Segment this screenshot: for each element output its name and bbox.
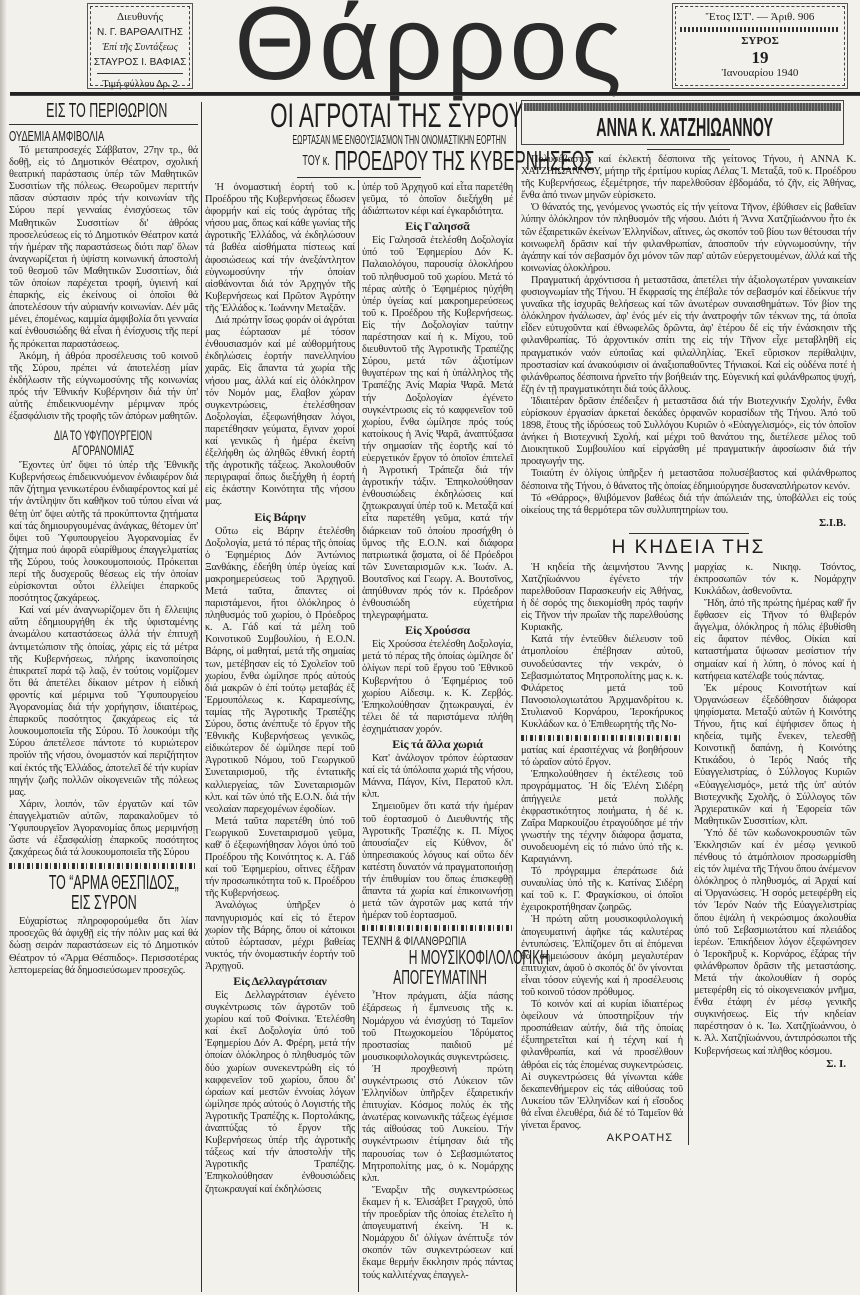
paragraph: Κατ' ἀνάλογον τρόπον ἑώρτασαν καί εἰς τά ὑπόλοιπα χωριά τῆς νήσου, Μάννα, Πάγον, Κίνι, Περατοῦ κλπ. κλπ. xyxy=(362,753,513,801)
paragraph: Ἡ προχθεσινή πρώτη συγκέντρωσις στό Λύκειον τῶν Ἑλληνίδων ὑπῆρξεν ἐξαιρετικήν ἐπιτυχίαν. Κόσμος πολύς ἐκ τῆς ἀνωτέρας κοινωνικῆς τάξεως ἐγέμισε τάς αἰθούσας τοῦ Λυκείου. Τήν συγκέντρωσιν ἐτίμησαν διά τῆς παρουσίας των ὁ Σεβασμιώτατος Μητροπολίτης μας, ὁ κ. Νομάρχης κλπ. xyxy=(362,1063,513,1184)
title-banner xyxy=(521,100,844,145)
paragraph: Μετά ταῦτα παρετέθη ὑπό τοῦ Γεωργικοῦ Συνεταιρισμοῦ γεῦμα, καθ' ὅ ἐξεφωνήθησαν λόγοι ὑπό τοῦ Προέδρου τῆς Κοινότητος κ. Α. Γάδ καί τοῦ Ἐφημερίου, οἵτινες ἐξῆραν τήν προσωπικότητα τοῦ κ. Προέδρου τῆς Κυβερνήσεως. xyxy=(205,815,355,900)
editor-box xyxy=(90,6,190,90)
paragraph: Ἐπηκολούθησεν ἡ ἐκτέλεσις τοῦ προγράμματος. Ἡ δίς Ἐλένη Σιδέρη ἀπήγγειλε μετά πολλῆς ἐκφραστικότητος ποιήματα, ἡ δέ κ. Ζαΐρα Μαρκουίζου ἐτραγούδησε μέ τήν γνωστήν της τέχνην διάφορα ᾄσματα, συνοδευομένη εἰς τό πιάνο ὑπό τῆς κ. Καραγιάννη. xyxy=(521,769,683,865)
issue-month-year: Ἰανουαρίου 1940 xyxy=(721,67,799,79)
masthead-rule xyxy=(10,92,860,96)
divider xyxy=(647,149,731,150)
subsection-title: Εἰς Γαλησσᾶ xyxy=(405,219,470,234)
issue-day: 19 xyxy=(751,48,769,67)
paragraph: Διά πρώτην ἴσως φοράν οἱ ἀγρόται μας ἑώρτασαν μέ τόσον ἐνθουσιασμόν καί μέ αὐθορμήτους ἐκδηλώσεις ἑορτήν πανελληνίου χαρᾶς. Εἰς ἅπαντα τά χωρία τῆς νήσου μας, ἀλλά καί εἰς ὁλόκληρον τόν Νομόν μας, ἔλαβον χώραν συγκεντρώσεις, ἐτελέσθησαν Δοξολογίαι, ἐξεφωνήθησαν λόγοι, παρετέθησαν γεύματα, ἔγιναν χοροί καί γενικῶς ἡ ἡμέρα ἐκείνη ἐξελήφθη ὡς ἀληθῶς ἐθνική ἑορτή τῆς ἀγροτικῆς τάξεως. Ἀκολουθοῦν περιγραφαί ὅπως διεξήχθη ἡ ἑορτή εἰς ἑκάστην Κοινότητα τῆς νήσου μας. xyxy=(205,315,355,508)
issue-box xyxy=(675,6,845,86)
main-headline-block xyxy=(205,97,595,180)
editorial-name: ΣΤΑΥΡΟΣ Ι. ΒΑΦΙΑΣ xyxy=(93,57,187,68)
article-body xyxy=(362,182,513,922)
funeral-title: Η ΚΗΔΕΙΑ ΤΗΣ xyxy=(611,536,766,558)
paragraph: Τό μεταπροσεχές Σάββατον, 27ην τρ., θά δοθῇ, εἰς τό Δημοτικόν Θέατρον, σχολική θεατρική παράστασις ὑπέρ τῶν Μαθητικῶν Συσσιτίων τῆς πόλεως. Θεωροῦμεν περιττήν πᾶσαν σύστασιν πρός τήν κοινωνίαν τῆς Σύρου περί γενναίας ἐνισχύσεως τῶν Μαθητικῶν Συσσιτίων δι' ἀθρόας προσελεύσεως εἰς τό Δημοτικόν Θέατρον κατά τήν ἡμέραν τῆς παραστάσεως διότι παρ' ὅλων ἀναγνωρίζεται ἡ ὑψίστη κοινωνική ἀποστολή τοῦ θεσμοῦ τῶν Μαθητικῶν Συσσιτίων, διά τῶν ὁποίων παρέχεται τροφή, ὑγιεινή καί ἐπαρκής, εἰς ἐκείνους οἱ ὁποῖοι θά ἀποτελέσουν τήν αὐριανήν κοινωνίαν. Δέν μᾶς μένει, ἐπομένως, καμμία ἀμφιβολία ὅτι γενναία καί ἐνθουσιώδης θά εἶναι ἡ ἐνίσχυσις τῆς περί ἧς πρόκειται παραστάσεως. xyxy=(9,145,198,350)
place: ΣΥΡΟΣ xyxy=(741,35,779,47)
editor-label: Διευθυνής xyxy=(117,11,163,23)
middle-column-right xyxy=(362,182,549,1282)
paragraph: Τοιαύτη ἐν ὀλίγοις ὑπῆρξεν ἡ μεταστᾶσα πολυσέβαστος καί φιλάνθρωπος δέσποινα τῆς Τήνου, ὁ θάνατος τῆς ὁποίας ἐδημιούργησε δυσαναπλήρωτον κενόν. xyxy=(521,468,856,492)
article-title: ΟΥΔΕΜΙΑ ΑΜΦΙΒΟΛΙΑ xyxy=(9,128,105,145)
divider xyxy=(97,73,183,74)
funeral-columns xyxy=(521,562,856,1145)
subsection-title: Εἰς Βάρην xyxy=(254,509,306,524)
column-rule xyxy=(358,180,359,1292)
paragraph: Ἐκ μέρους Κοινοτήτων καί Ὀργανώσεων ἐξεδόθησαν διάφορα ψηφίσματα. Μεταξύ αὐτῶν ἡ Κοινότης Τήνου, ἥτις καί ἐψήφισεν ὅπως ἡ κηδεία, τιμῆς ἕνεκεν, τελεσθῇ Κοινοτικῇ δαπάνῃ, ἡ Κοινότης Κτικάδου, ὁ Ἱερός Ναός τῆς Εὐαγγελιστρίας, ὁ Σύλλογος Κυριῶν «Εὐαγγελισμός», μετά τῆς ὑπ' αὐτόν Βιοτεχνικῆς Σχολῆς, ὁ Σύλλογος τῶν Ἀρχιερατικῶν καί ἡ Ἐφορεία τῶν Μαθητικῶν Συσσιτίων, κλπ. xyxy=(694,682,856,827)
divider xyxy=(629,533,749,534)
paragraph: Τό πρόγραμμα ἐπεράτωσε διά συναυλίας ὑπό τῆς κ. Κατίνας Σιδέρη καί τοῦ κ. Γ. Φραγκίσκου, οἱ ὁποῖοι ἐχειροκροτήθησαν ζωηρῶς. xyxy=(521,866,683,914)
paragraph: Οὕτω εἰς Βάρην ἐτελέσθη Δοξολογία, μετά τό πέρας τῆς ὁποίας ὁ Ἐφημέριος Δόν Ἀντώνιος Ξανθάκης, ἐδεήθη ὑπέρ ὑγείας καί μακροημερεύσεως τοῦ Ἀρχηγοῦ. Μετά ταῦτα, ἅπαντες οἱ παριστάμενοι, ἤτοι ὁλόκληρος ὁ πληθυσμός τοῦ χωρίου, ὁ Πρόεδρος κ. Α. Γάδ καί τά μέλη τοῦ Κοινοτικοῦ Συμβουλίου, ἡ Ε.Ο.Ν. Βάρης, οἱ μαθηταί, μετά τῆς σημαίας των, μετέβησαν εἰς τό Σχολεῖον τοῦ χωρίου, ἔνθα ὡμίλησε πρός αὐτούς διά μακρῶν ὁ ἐπί τούτῳ μεταβάς ἐξ Ἑρμουπόλεως κ. Καραμεσίνης, ταμίας τῆς Ἀγροτικῆς Τραπέζης Σύρου, ὅστις ἀνέπτυξε τό ἔργον τῆς Ἐθνικῆς Κυβερνήσεως γενικῶς, εἰδικώτερον δέ ὡμίλησε περί τοῦ Ἀγροτικοῦ Νόμου, τοῦ Γεωργικοῦ Συνεταιρισμοῦ, τῆς ἐντατικῆς καλλιεργείας, τῶν Συνεταιρισμῶν κλπ. καί τῶν ὑπό τῆς Ε.Ο.Ν. διά τήν νεολαίαν παρεχομένων ἐφοδίων. xyxy=(205,525,355,815)
paragraph: Σημειοῦμεν ὅτι κατά τήν ἡμέραν τοῦ ἑορτασμοῦ ὁ Διευθυντής τῆς Ἀγροτικῆς Τραπέζης κ. Π. Μίχος ἀπουσίαζεν εἰς Κύθνον, δι' ὑπηρεσιακούς λόγους καί οὕτω δέν κατέστη δυνατόν νά πραγματοποιήσῃ τήν ἐπιθυμίαν του ὅπως ἐπισκεφθῇ ἅπαντα τά χωρία καί ἐπικοινωνήσῃ μετά τῶν ἀγροτῶν μας κατά τήν ἡμέραν τοῦ ἑορτασμοῦ. xyxy=(362,801,513,922)
article-body xyxy=(521,154,856,517)
ornament xyxy=(680,27,840,32)
ornament-divider xyxy=(521,735,683,741)
paragraph: Εἰς Δελλαγράτσιαν ἐγένετο συγκέντρωσις τῶν ἀγροτῶν τοῦ χωρίου καί τοῦ Φοίνικα. Ἐτελέσθη καί ἐκεῖ Δοξολογία ὑπό τοῦ Ἐφημερίου Δόν Α. Φρέρη, μετά τήν ὁποίαν ὁλόκληρος ὁ πληθυσμός τῶν δύο χωρίων συνεκεντρώθη εἰς τό καφφενεῖον τοῦ χωρίου, ὅπου δι' ὡραίων καί μεστῶν ἐννοίας λόγων ὡμίλησε πρός αὐτούς ὁ Λογιστής τῆς Ἀγροτικῆς Τραπέζης κ. Πορτολάκης, ἀναπτύξας τό ἔργον τῆς Κυβερνήσεως ὑπέρ τῆς ἀγροτικῆς τάξεως καί τήν ἀποστολήν τῆς Ἀγροτικῆς Τραπέζης. Ἐπηκολούθησαν ἐνθουσιώδεις ζητωκραυγαί καί ἐκδηλώσεις xyxy=(205,990,355,1195)
paragraph: Ὑπό δέ τῶν κωδωνοκρουσιῶν τῶν Ἐκκλησιῶν καί ἐν μέσῳ γενικοῦ πένθους τό ἀτμόπλοιον προσωρμίσθη εἰς τόν λιμένα τῆς Τήνου ὅπου ἀνέμενον ὁλόκληρος ὁ πληθυσμός, αἱ Ἀρχαί καί αἱ Ὀργανώσεις. Ἡ σορός μετεφέρθη εἰς τόν Ἱερόν Ναόν τῆς Εὐαγγελιστρίας ὅπου ἐψάλη ἡ νεκρώσιμος ἀκολουθία ὑπό τοῦ Σεβασμιωτάτου καί πλειάδος ἱερέων. Ἐπικήδειον λόγον ἐξεφώνησεν ὁ Ἱεροκῆρυξ κ. Κορνάρος, ἐξάρας τήν φιλάνθρωπον δρᾶσιν τῆς μεταστάσης. Μετά τήν ἀκολουθίαν ἡ σορός μετεφέρθη εἰς τό οἰκογενειακόν μνῆμα, ἔνθα ἐτάφη ἐν μέσῳ γενικῆς συγκινήσεως. Εἰς τήν κηδείαν παρέστησαν ὁ κ. Ἰω. Χατζηϊωάννου, ὁ κ. Ἀλ. Χατζηϊωάννου, ἀντιπρόσωποι τῆς Κυβερνήσεως καί πλῆθος κόσμου. xyxy=(694,827,856,1057)
article-body xyxy=(521,745,683,1132)
paragraph: Καί ναί μέν ἀναγνωρίζομεν ὅτι ἡ ἔλλειψις αὕτη ἐδημιουργήθη ἐκ τῆς ὑφισταμένης ἀνωμάλου καταστάσεως ἀλλά τήν ἐπιτυχῆ ἀντιμετώπισιν τῆς ὁποίας, χάρις εἰς τά μέτρα τῆς Κυβερνήσεως, πλήρης ἱκανοποίησις ἐπικρατεῖ παρά τῷ λαῷ, ἐν τούτοις νομίζομεν ὅτι θά ἀπετέλει δίκαιον μέτρον ἡ εἰδική φροντίς καί μέριμνα τοῦ Ὑφυπουργείου Ἀγορανομίας διά τήν χορήγησιν, ἰδιαιτέρως, ἐπαρκοῦς ποσότητος ζακχάρεως εἰς τά λουκουμοποιεῖα τῆς Σύρου. Τό λουκούμι τῆς Σύρου ἀπετέλεσε πάντοτε τό κυριώτερον προϊόν τῆς νήσου, ὀνομαστόν καί περιζήτητον καί ἐκτός τῆς Ἑλλάδος, ἀποτελεῖ δέ τήν κυρίαν πηγήν ζωῆς πολλῶν οἰκογενειῶν τῆς πόλεως μας. xyxy=(9,605,198,798)
article-title: ΔΙΑ ΤΟ ΥΦΥΠΟΥΡΓΕΙΟΝ xyxy=(54,427,153,444)
subsection-title: Εἰς Δελλαγράτσιαν xyxy=(233,974,327,988)
newspaper-title: Θάρρος xyxy=(234,0,626,102)
paragraph: Ἔχοντες ὑπ' ὄψει τό ὑπέρ τῆς Ἐθνικῆς Κυβερνήσεως ἐπιδεικνυόμενον ἐνδιαφέρον διά πᾶν ζήτημα γενικωτέρου ἐνδιαφέροντος καί μέ τήν ἀντίληψιν ὅτι καθῆκον τοῦ τύπου εἶναι νά θέτῃ ὑπ' ὄψει αὐτῆς τά προκύπτοντα ζητήματα καί τάς δημιουργουμένας ἀνάγκας, θέτομεν ὑπ' ὄψει τοῦ Ὑφυπουργείου Ἀγορανομίας ἕν ζήτημα πού ἀφορᾶ εὐαρίθμους ἐπαγγελματίας τῆς Σύρου, τούς λουκουμοποιούς. Πρόκειται περί τῆς δυσχεροῦς θέσεως εἰς τήν ὁποίαν εὑρίσκονται οὗτοι ἐλλείψει ἐπαρκοῦς ποσότητος ζακχάρεως. xyxy=(9,460,198,605)
paragraph: Ἤδη, ἀπό τῆς πρώτης ἡμέρας καθ' ἥν ἔφθασεν εἰς Τῆνον τό θλιβερόν ἄγγελμα, ὁλόκληρος ἡ πόλις ἐβυθίσθη εἰς ἄφατον πένθος. Οἰκίαι καί καταστήματα ὕψωσαν μεσίστιον τήν σημαίαν καί ἡ λύπη, ὁ πόνος καί ἡ κατήφεια κατέλαβε τούς πάντας. xyxy=(694,598,856,682)
paragraph: Κατά τήν ἐντεῦθεν διέλευσιν τοῦ ἀτμοπλοίου ἐπέβησαν αὐτοῦ, συνοδεύσαντες τήν νεκράν, ὁ Σεβασμιώτατος Μητροπολίτης μας κ. κ. Φιλάρετος μετά τοῦ Πανοσιολογιωτάτου Ἀρχιμανδρίτου κ. Στυλιανοῦ Κορνάρου, Ἱεροκήρυκος Κυκλάδων κα. ὁ Ἐπιθεωρητής τῆς Νο- xyxy=(521,634,683,731)
paragraph: Ἡ πρώτη αὕτη μουσικοφιλολογική ἀπογευματινή ἀφῆκε τάς καλυτέρας ἐντυπώσεις. Ἐλπίζομεν ὅτι αἱ ἑπόμεναι θά σημειώσουν ἀκόμη μεγαλυτέραν ἐπιτυχίαν, ἀφοῦ ὁ σκοπός δι' ὅν γίνονται εἶναι τόσον εὐγενής καί ἡ προσέλευσις τοῦ κοινοῦ τόσον πρόθυμος. xyxy=(521,914,683,998)
right-column-left xyxy=(521,562,688,1145)
paragraph: Ἔναρξιν τῆς συγκεντρώσεως ἔκαμεν ἡ κ. Ἐλισάβετ Γραγχοῦ, ὑπό τήν προεδρίαν τῆς ὁποίας ἐτελεῖτο ἡ ἀπογευματινή ἐκείνη. Ἡ κ. Νομάρχου δι' ὀλίγων ἀνέπτυξε τόν σκοπόν τῶν συγκεντρώσεων καί ἔκαμε θερμήν ἔκκλησιν πρός πάντας τούς καλλιτέχνας ἐπαγγελ- xyxy=(362,1184,513,1281)
editorial-label: Ἐπί τῆς Συντάξεως xyxy=(102,42,178,53)
article-title: ΕΙΣ ΣΥΡΟΝ xyxy=(70,892,137,915)
author-signature: ΑΚΡΟΑΤΗΣ xyxy=(606,1132,673,1145)
right-column xyxy=(521,100,856,1145)
headline-secondary: $^{TO\Upsilon \kappa.}$ ΠΡΟΕΔΡΟΥ ΤΗΣ ΚΥΒΕΡΝΗΣΕΩΣ xyxy=(302,145,595,176)
article-body xyxy=(521,562,683,731)
article-body xyxy=(9,145,198,423)
divider xyxy=(297,177,420,178)
article-title: ΑΠΟΓΕΥΜΑΤΙΝΗ xyxy=(393,967,487,990)
middle-column-left xyxy=(205,182,355,1196)
paragraph: Εἰς Χρούσσα ἐτελέσθη Δοξολογία, μετά τό πέρας τῆς ὁποίας ὡμίλησε δι' ὀλίγων περί τοῦ ἔργου τοῦ Ἐθνικοῦ Κυβερνήτου ὁ Ἐφημέριος τοῦ χωρίου Αἰδεσιμ. κ. Κ. Ζερβός. Ἐπηκολούθησαν ζητωκραυγαί, ἐν τέλει δέ τά παριστάμενα πλήθη ἐσχημάτισαν χορόν. xyxy=(362,639,513,735)
section-kicker: ΤΕΧΝΗ & ΦΙΛΑΝΘΡΩΠΙΑ xyxy=(362,934,467,949)
issue-number: Ἔτος ΙΣΤ'. — Ἀριθ. 906 xyxy=(705,11,815,23)
signature: Σ.Ι.Β. xyxy=(818,516,846,529)
column-rule xyxy=(516,102,517,1292)
paragraph: Τό «Θάρρος», θλιβόμενον βαθέως διά τήν ἀπώλειάν της, ὑποβάλλει εἰς τούς οἰκείους της τά θερμότερα τῶν συλλυπητηρίων του. xyxy=(521,492,856,516)
paragraph: Πολυσέβαστος καί ἐκλεκτή δέσποινα τῆς γείτονος Τήνου, ἡ ΑΝΝΑ Κ. ΧΑΤΖΗΙΩΑΝΝΟΥ, μήτηρ τῆς ἐριτίμου κυρίας Λέλας Ἰ. Μεταξᾶ, τοῦ κ. Προέδρου τῆς Κυβερνήσεως, ἐξεμέτρησε, τήν παρελθοῦσαν ἑβδομάδα, τό ζῆν, εἰς Ἀθήνας, ἔνθα ἀπό τινων μηνῶν εὑρίσκετο. xyxy=(521,154,856,202)
paragraph: Τό κοινόν καί αἱ κυρίαι ἰδιαιτέρως ὀφείλουν νά ὑποστηρίξουν τήν προσπάθειαν αὐτήν, διά τῆς ὁποίας ἐξυπηρετεῖται καί ἡ τέχνη καί ἡ φιλανθρωπία, καί νά προσέλθουν ἀθρόαι εἰς τάς ἑπομένας συγκεντρώσεις. Αἱ συγκεντρώσεις θά γίνωνται κάθε δεκαπενθήμερον εἰς τάς αἰθούσας τοῦ Λυκείου τῶν Ἑλληνίδων καί ἡ εἴσοδος θά εἶναι ἐλευθέρα, διά δέ τό Ταμεῖον θά γίνεται ἔρανος. xyxy=(521,999,683,1132)
editor-name: Ν. Γ. ΒΑΡΘΑΛΙΤΗΣ xyxy=(97,27,183,38)
paragraph: Χάριν, λοιπόν, τῶν ἐργατῶν καί τῶν ἐπαγγελματιῶν αὐτῶν, παρακαλοῦμεν τό Ὑφυπουργεῖον Ἀγορανομίας ὅπως μεριμνήσῃ ὥστε νά ἐξασφαλίσῃ ἐπαρκοῦς ποσότητος ζακχάρεως διά τά λουκουμοποιεῖα τῆς Σύρου xyxy=(9,798,198,859)
article-title: Η ΜΟΥΣΙΚΟΦΙΛΟΛΟΓΙΚΗ xyxy=(408,947,549,970)
headline: ΟΙ ΑΓΡΟΤΑΙ ΤΗΣ ΣΥΡΟΥ xyxy=(270,97,524,135)
paragraph: Εἰς Γαλησσᾶ ἐτελέσθη Δοξολογία ὑπό τοῦ Ἐφημερίου Δόν Κ. Παλαιολόγου, παρουσίᾳ ὁλοκλήρου τοῦ πληθυσμοῦ τοῦ χωρίου. Μετά τό πέρας αὐτῆς ὁ Ἐφημέριος ηὐχήθη ὑπέρ ὑγείας καί μακροημερεύσεως τοῦ κ. Προέδρου τῆς Κυβερνήσεως. Εἰς τήν Δοξολογίαν ταύτην παρέστησαν καί ἡ κ. Μίχου, τοῦ διευθυντοῦ τῆς Ἀγροτικῆς Τραπέζης Σύρου, μετά τῶν ἀξιοτίμων θυγατέρων της καί ἡ ὑπάλληλος τῆς Τραπέζης Ἀνίς Μαρία Ψαρᾶ. Μετά τήν Δοξολογίαν ἐγένετο συγκέντρωσις εἰς τό καφφενεῖον τοῦ χωρίου, ἔνθα ὡμίλησε πρός τούς κατοίκους ἡ Ἀνίς Ψαρᾶ, ἀναπτύξασα τήν σημασίαν τῆς ἑορτῆς καί τό εὐεργετικόν ἔργον τό ὁποῖον ἐπιτελεῖ ἡ Ἀγροτική Τράπεζα διά τήν ἀγροτικήν τάξιν. Ἐπηκολούθησαν ἐνθουσιώδεις ἐκδηλώσεις καί ζητωκραυγαί ὑπέρ τοῦ κ. Μεταξᾶ καί εἶτα παρετέθη γεῦμα, κατά τήν διάρκειαν τοῦ ὁποίου προσήχθη ὁ ὕμνος τῆς Ε.Ο.Ν. καί διάφορα πατριωτικά ᾄσματα, οἱ δέ Πρόεδροι τῶν Συνεταιρισμῶν κ.κ. Ἰωάν. Α. Βουτσῖνος καί Γεωργ. Α. Βουτσῖνος, ἀπηύθυναν πρός τόν κ. Πρόεδρον ἐνθουσιώδη εὐχετήρια τηλεγραφήματα. xyxy=(362,235,513,622)
paragraph: μαρχίας κ. Νικηφ. Τσόντος, ἐκπροσωπῶν τόν κ. Νομάρχην Κυκλάδων, ἀσθενοῦντα. xyxy=(694,561,856,597)
paragraph: Ἡ κηδεία τῆς ἀειμνήστου Ἄννης Χατζηϊωάννου ἐγένετο τήν παρελθοῦσαν Παρασκευήν εἰς Ἀθήνας, ἡ δέ σορός της διεκομίσθη πρός ταφήν εἰς Τῆνον τήν πρωΐαν τῆς παρελθούσης Κυριακῆς. xyxy=(521,561,683,634)
paragraph: ὑπέρ τοῦ Ἀρχηγοῦ καί εἶτα παρετέθη γεῦμα, τό ὁποῖον διεξήχθη μέ ἀδιάπτωτον κέφι καί ἐγκαρδιότητα. xyxy=(362,182,513,218)
paragraph: Πραγματική ἀρχόντισσα ἡ μεταστᾶσα, ἀπετέλει τήν ἀξιολογωτέραν γυναικείαν φυσιογνωμίαν τῆς Τήνου. Ἡ ἔκφρασίς της ἐπέβαλε τόν σεβασμόν καί ἐδείκνυε τήν γυναῖκα τῆς ἰσχυρᾶς θελήσεως καί τῶν ἀνωτέρων συναισθημάτων. Τόν βίον της ὁλόκληρον ἠνάλωσεν, ἀφ' ἑνός μέν εἰς τήν ἀνατροφήν τῶν τέκνων της, τά ὁποῖα εἶδεν εὐτυχοῦντα καί ἐθνωφελῶς δρῶντα, ἀφ' ἑτέρου δέ εἰς τήν ἐνάσκησιν τῆς φιλανθρωπίας. Τό ἀρχοντικόν σπίτι της εἰς τήν Τῆνον εἶχε μεταβληθῆ εἰς πραγματικόν ναόν εὐποιΐας καί φιλαλληλίας. Ἐκεῖ εὕρισκον περίθαλψιν, προστασίαν καί ἀνακούφισιν οἱ ἀναξιοπαθοῦντες Τήνιακοί. Καί εἰς οὐδένα ποτέ ἡ φιλάνθρωπος δέσποινα ἠρνεῖτο τήν βοήθειάν της. Εὐγενική καί φιλάνθρωπος ψυχή, ἔζη ἐν τῇ πραγματικότητι διά τούς ἄλλους. xyxy=(521,274,856,395)
ornament-divider xyxy=(362,925,513,931)
paragraph: Ἦτον πράγματι, ἀξία πάσης ἐξάρσεως ἡ ἔμπνευσις τῆς κ. Νομάρχου νά ἐνισχύσῃ τό Ταμεῖον τοῦ Πτωχοκομείου Ἱδρύματος προστασίας παιδιοῦ μέ μουσικοφιλολογικάς συγκεντρώσεις. xyxy=(362,991,513,1063)
article-body xyxy=(362,991,513,1281)
subsection-title: Εἰς τά ἄλλα χωριά xyxy=(392,737,483,752)
left-column xyxy=(9,100,198,977)
column-rule xyxy=(201,102,202,1292)
article-body xyxy=(9,460,198,859)
paragraph: Ἀναλόγως ὑπῆρξεν ὁ πανηγυρισμός καί εἰς τό ἕτερον χωρίον τῆς Βάρης, ὅπου οἱ κάτοικοι αὐτοῦ ἑώρτασαν, μέχρι βαθείας νυκτός, τήν ὀνομαστικήν ἑορτήν τοῦ Ἀρχηγοῦ. xyxy=(205,900,355,972)
article-body xyxy=(694,562,856,1058)
article-body xyxy=(9,916,198,976)
paragraph: Ἰδιαιτέραν δρᾶσιν ἐπέδειξεν ἡ μεταστᾶσα διά τήν Βιοτεχνικήν Σχολήν, ἔνθα εὑρίσκουν ἐργασίαν ἀρκεταί δεκάδες ὀρφανῶν κορασίδων τῆς Τήνου. Ἀπό τοῦ 1898, ἔτους τῆς ἱδρύσεως τοῦ Συλλόγου Κυριῶν ὁ «Εὐαγγελισμός», εἰς τόν ὁποῖον ἀνήκει ἡ Βιοτεχνική Σχολή, καί μέχρι τοῦ θανάτου της, διετέλεσε μέλος τοῦ Διοικητικοῦ Συμβουλίου καί εἰργάσθη μέ πραγματικήν ἀφοσίωσιν διά τήν προαγωγήν της. xyxy=(521,395,856,468)
obituary-title: ΑΝΝΑ Κ. ΧΑΤΖΗΙΩΑΝΝΟΥ xyxy=(596,112,774,142)
subheadline: ΕΩΡΤΑΣΑΝ ΜΕ ΕΝΘΟΥΣΙΑΣΜΟΝ ΤΗΝ ΟΝΟΜΑΣΤΙΚΗΝ ΕΟΡΤΗΝ xyxy=(292,132,507,147)
paragraph: Ὁ θάνατός της, γενόμενος γνωστός εἰς τήν γείτονα Τῆνον, ἐβύθισεν εἰς βαθεῖαν λύπην ὁλόκληρον τόν πληθυσμόν τῆς νήσου. Διότι ἡ Ἄννα Χατζηϊωάννου ἦτο ἐκ τῶν ἐξαιρετικῶν ἐκείνων Ἑλληνίδων, αἵτινες, ὡς σκοπόν τοῦ βίου των θέτουσαι τήν κοινωφελῆ δρᾶσιν καί τήν φιλανθρωπίαν, ἀποσποῦν τήν εὐγνωμοσύνην, τήν ἀγάπην καί τόν σεβασμόν ὄχι μόνον τῶν παρ' αὐτῶν εὐεργετουμένων, ἀλλά καί τῆς κοινωνίας ὁλοκλήρου. xyxy=(521,202,856,274)
section-heading: ΕΙΣ ΤΟ ΠΕΡΙΘΩΡΙΟΝ xyxy=(46,100,168,122)
article-title: ΤΟ “ΑΡΜΑ ΘΕΣΠΙΔΟΣ„ xyxy=(48,872,179,895)
subsection-title: Εἰς Χρούσσα xyxy=(405,623,470,638)
ornament-divider xyxy=(9,863,198,869)
signature: Σ. Ι. xyxy=(826,1057,846,1070)
paragraph: Εὐχαρίστως πληροφορούμεθα ὅτι λίαν προσεχῶς θά ἀφιχθῇ εἰς τήν πόλιν μας καί θά δώσῃ σειράν παραστάσεων εἰς τό Δημοτικόν Θέατρον τό «Ἅρμα Θέσπιδος». Περισσοτέρας λεπτομερείας θά δημοσιεύσωμεν προσεχῶς. xyxy=(9,916,198,976)
article-title: ΑΓΟΡΑΝΟΜΙΑΣ xyxy=(72,442,135,459)
divider xyxy=(9,124,198,125)
obituary-article xyxy=(521,100,856,530)
price: Τιμή φύλλου Δρ. 2 xyxy=(102,79,178,90)
right-column-right xyxy=(688,562,856,1145)
banner-bar xyxy=(524,103,841,111)
paragraph: Ἀκόμη, ἡ ἀθρόα προσέλευσις τοῦ κοινοῦ τῆς Σύρου, πρέπει νά ἀποτελέσῃ μίαν ἐκδήλωσιν τῆς εὐγνωμοσύνης τῆς κοινωνίας πρός τήν Ἐθνικήν Κυβέρνησιν διά τήν ὑπ' αὐτῆς ἐπιδεικνυομένην μέριμναν πρός ἐξασφάλισιν τῆς τροφῆς τῶν ἀπόρων μαθητῶν. xyxy=(9,350,198,423)
scan-edge-shadow xyxy=(0,0,7,1295)
paragraph: Ἡ ὀνομαστική ἑορτή τοῦ κ. Προέδρου τῆς Κυβερνήσεως ἔδωσεν ἀφορμήν καί εἰς τούς ἀγρότας τῆς νήσου μας, ὅπως καί κάθε γωνίας τῆς ἀγροτικῆς Ἑλλάδος, νά ἐκδηλώσουν τά βαθέα αἰσθήματα πίστεως καί ἀφοσιώσεως καί τήν ἀνεξάντλητον εὐγνωμοσύνην τήν ὁποίαν αἰσθάνονται διά τόν Ἀρχηγόν τῆς Κυβερνήσεως καί Πρῶτον Ἀγρότην τῆς Ἑλλάδος κ. Ἰωάννην Μεταξᾶν. xyxy=(205,182,355,314)
paragraph: ματίας καί ἐρασιτέχνας νά βοηθήσουν τό ὡραῖον αὐτό ἔργον. xyxy=(521,745,683,769)
